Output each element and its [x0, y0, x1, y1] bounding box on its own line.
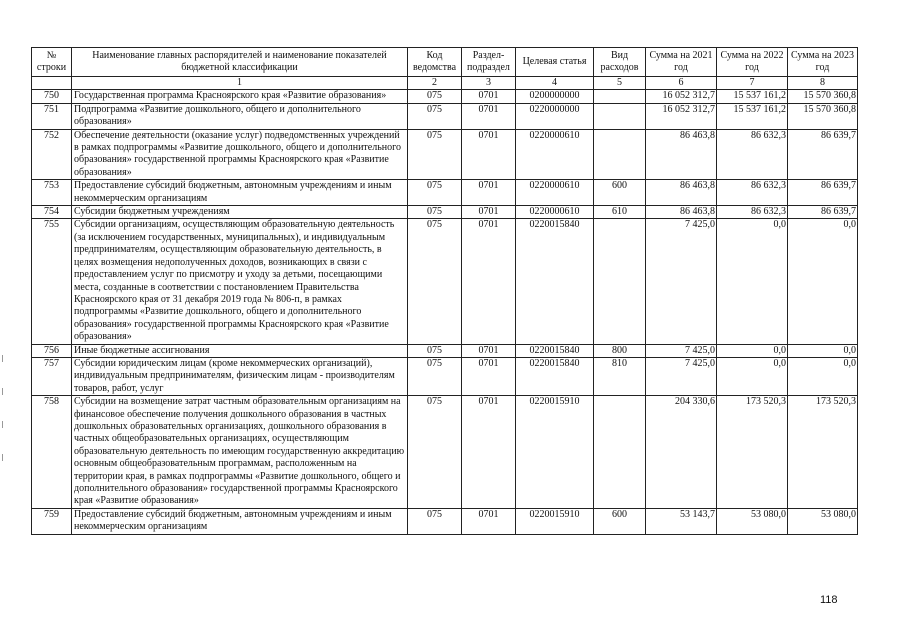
header-sum-2022: Сумма на 2022 год [717, 48, 788, 77]
header-section: Раздел-подраздел [462, 48, 516, 77]
row-target-article: 0220000610 [516, 180, 594, 206]
row-number: 754 [32, 206, 72, 219]
row-department-code: 075 [408, 344, 462, 357]
table-row [32, 90, 858, 103]
row-target-article: 0220015840 [516, 344, 594, 357]
row-number: 755 [32, 219, 72, 344]
row-name: Предоставление субсидий бюджетным, автономным учреждениям и иным некоммерческим организациям [72, 508, 408, 534]
row-sum-2021: 86 463,8 [646, 129, 717, 180]
row-section: 0701 [462, 180, 516, 206]
table-row [32, 396, 858, 509]
header-sum-2021: Сумма на 2021 год [646, 48, 717, 77]
row-department-code: 075 [408, 508, 462, 534]
row-number: 751 [32, 103, 72, 129]
row-expense-kind [594, 103, 646, 129]
row-department-code: 075 [408, 206, 462, 219]
row-sum-2021: 204 330,6 [646, 396, 717, 509]
row-name: Субсидии юридическим лицам (кроме некоммерческих организаций), индивидуальным предпринимателям, физическим лицам - производителям товаров, работ, услуг [72, 357, 408, 395]
column-index-cell: 3 [462, 77, 516, 90]
table-row [32, 219, 858, 344]
table-row [32, 508, 858, 534]
row-expense-kind [594, 129, 646, 180]
column-index-cell: 7 [717, 77, 788, 90]
column-index-cell: 6 [646, 77, 717, 90]
header-name: Наименование главных распорядителей и наименование показателей бюджетной классификации [72, 48, 408, 77]
row-section: 0701 [462, 129, 516, 180]
row-target-article: 0220000610 [516, 129, 594, 180]
row-sum-2023: 86 639,7 [788, 180, 858, 206]
row-sum-2023: 173 520,3 [788, 396, 858, 509]
row-sum-2022: 173 520,3 [717, 396, 788, 509]
row-sum-2023: 86 639,7 [788, 206, 858, 219]
row-section: 0701 [462, 206, 516, 219]
margin-marks [2, 355, 4, 487]
row-sum-2022: 0,0 [717, 219, 788, 344]
row-expense-kind: 610 [594, 206, 646, 219]
row-section: 0701 [462, 103, 516, 129]
row-sum-2021: 53 143,7 [646, 508, 717, 534]
row-sum-2021: 7 425,0 [646, 357, 717, 395]
row-section: 0701 [462, 219, 516, 344]
row-target-article: 0220015840 [516, 357, 594, 395]
table-row [32, 357, 858, 395]
page-number: 118 [820, 594, 838, 606]
row-department-code: 075 [408, 396, 462, 509]
column-index-cell: 5 [594, 77, 646, 90]
row-sum-2021: 86 463,8 [646, 206, 717, 219]
row-sum-2023: 53 080,0 [788, 508, 858, 534]
row-name: Государственная программа Красноярского края «Развитие образования» [72, 90, 408, 103]
row-number: 756 [32, 344, 72, 357]
row-target-article: 0220015910 [516, 508, 594, 534]
row-sum-2021: 7 425,0 [646, 344, 717, 357]
row-name: Предоставление субсидий бюджетным, автономным учреждениям и иным некоммерческим организациям [72, 180, 408, 206]
header-target: Целевая статья [516, 48, 594, 77]
row-expense-kind [594, 219, 646, 344]
row-name: Обеспечение деятельности (оказание услуг) подведомственных учреждений в рамках подпрограммы «Развитие дошкольного, общего и дополнительного образования» государственной программы Красноярского края «Развитие образования» [72, 129, 408, 180]
row-expense-kind: 600 [594, 180, 646, 206]
row-sum-2022: 15 537 161,2 [717, 103, 788, 129]
row-number: 753 [32, 180, 72, 206]
row-sum-2021: 86 463,8 [646, 180, 717, 206]
column-index-row [32, 77, 858, 90]
budget-table-container [31, 47, 858, 535]
table-body [32, 90, 858, 534]
row-expense-kind [594, 90, 646, 103]
column-index-cell: 2 [408, 77, 462, 90]
row-number: 758 [32, 396, 72, 509]
column-index-cell: 8 [788, 77, 858, 90]
row-name: Субсидии организациям, осуществляющим образовательную деятельность (за исключением государственных, муниципальных), и индивидуальным предпринимателям, осуществляющим образовательную деятельность, в целях возмещения недополученных доходов, возникающих в связи с предоставлением услуг по присмотру и уходу за детьми, посещающими места, созданные в соответствии с постановлением Правительства Красноярского края от 31 декабря 2019 года № 806-п, в рамках подпрограммы «Развитие дошкольного, общего и дополнительного образования» государственной программы Красноярского края «Развитие образования» [72, 219, 408, 344]
row-section: 0701 [462, 90, 516, 103]
row-sum-2023: 15 570 360,8 [788, 103, 858, 129]
row-sum-2023: 0,0 [788, 219, 858, 344]
header-sum-2023: Сумма на 2023 год [788, 48, 858, 77]
row-section: 0701 [462, 357, 516, 395]
row-department-code: 075 [408, 90, 462, 103]
row-sum-2021: 7 425,0 [646, 219, 717, 344]
row-name: Подпрограмма «Развитие дошкольного, общего и дополнительного образования» [72, 103, 408, 129]
row-department-code: 075 [408, 180, 462, 206]
row-target-article: 0200000000 [516, 90, 594, 103]
row-sum-2021: 16 052 312,7 [646, 103, 717, 129]
column-index-cell: 4 [516, 77, 594, 90]
row-target-article: 0220000000 [516, 103, 594, 129]
column-index-blank [32, 77, 72, 90]
row-target-article: 0220015910 [516, 396, 594, 509]
row-department-code: 075 [408, 103, 462, 129]
row-sum-2022: 53 080,0 [717, 508, 788, 534]
row-section: 0701 [462, 344, 516, 357]
row-number: 752 [32, 129, 72, 180]
row-expense-kind: 800 [594, 344, 646, 357]
row-sum-2022: 15 537 161,2 [717, 90, 788, 103]
row-expense-kind [594, 396, 646, 509]
row-sum-2022: 0,0 [717, 357, 788, 395]
row-sum-2023: 0,0 [788, 357, 858, 395]
row-sum-2023: 15 570 360,8 [788, 90, 858, 103]
row-sum-2023: 0,0 [788, 344, 858, 357]
row-sum-2022: 0,0 [717, 344, 788, 357]
table-row [32, 129, 858, 180]
table-row [32, 103, 858, 129]
row-name: Субсидии бюджетным учреждениям [72, 206, 408, 219]
row-target-article: 0220015840 [516, 219, 594, 344]
table-row [32, 180, 858, 206]
row-target-article: 0220000610 [516, 206, 594, 219]
header-kind: Вид расходов [594, 48, 646, 77]
row-name: Иные бюджетные ассигнования [72, 344, 408, 357]
row-department-code: 075 [408, 129, 462, 180]
table-row [32, 206, 858, 219]
row-sum-2022: 86 632,3 [717, 180, 788, 206]
row-sum-2023: 86 639,7 [788, 129, 858, 180]
table-row [32, 344, 858, 357]
row-number: 750 [32, 90, 72, 103]
row-number: 759 [32, 508, 72, 534]
row-sum-2022: 86 632,3 [717, 206, 788, 219]
row-department-code: 075 [408, 219, 462, 344]
row-name: Субсидии на возмещение затрат частным образовательным организациям на финансовое обеспечение получения дошкольного образования в частных дошкольных образовательных организациях, дошкольного образования в частных общеобразовательных организациях, осуществляющим образовательную деятельность по имеющим государственную аккредитацию основным общеобразовательным программам, расположенным на территории края, в рамках подпрограммы «Развитие дошкольного, общего и дополнительного образования» государственной программы Красноярского края «Развитие образования» [72, 396, 408, 509]
row-sum-2022: 86 632,3 [717, 129, 788, 180]
budget-table [31, 47, 858, 535]
row-expense-kind: 810 [594, 357, 646, 395]
row-department-code: 075 [408, 357, 462, 395]
row-number: 757 [32, 357, 72, 395]
row-section: 0701 [462, 508, 516, 534]
row-sum-2021: 16 052 312,7 [646, 90, 717, 103]
row-section: 0701 [462, 396, 516, 509]
column-index-cell: 1 [72, 77, 408, 90]
header-row [32, 48, 858, 77]
header-code: Код ведомства [408, 48, 462, 77]
header-num: № строки [32, 48, 72, 77]
row-expense-kind: 600 [594, 508, 646, 534]
